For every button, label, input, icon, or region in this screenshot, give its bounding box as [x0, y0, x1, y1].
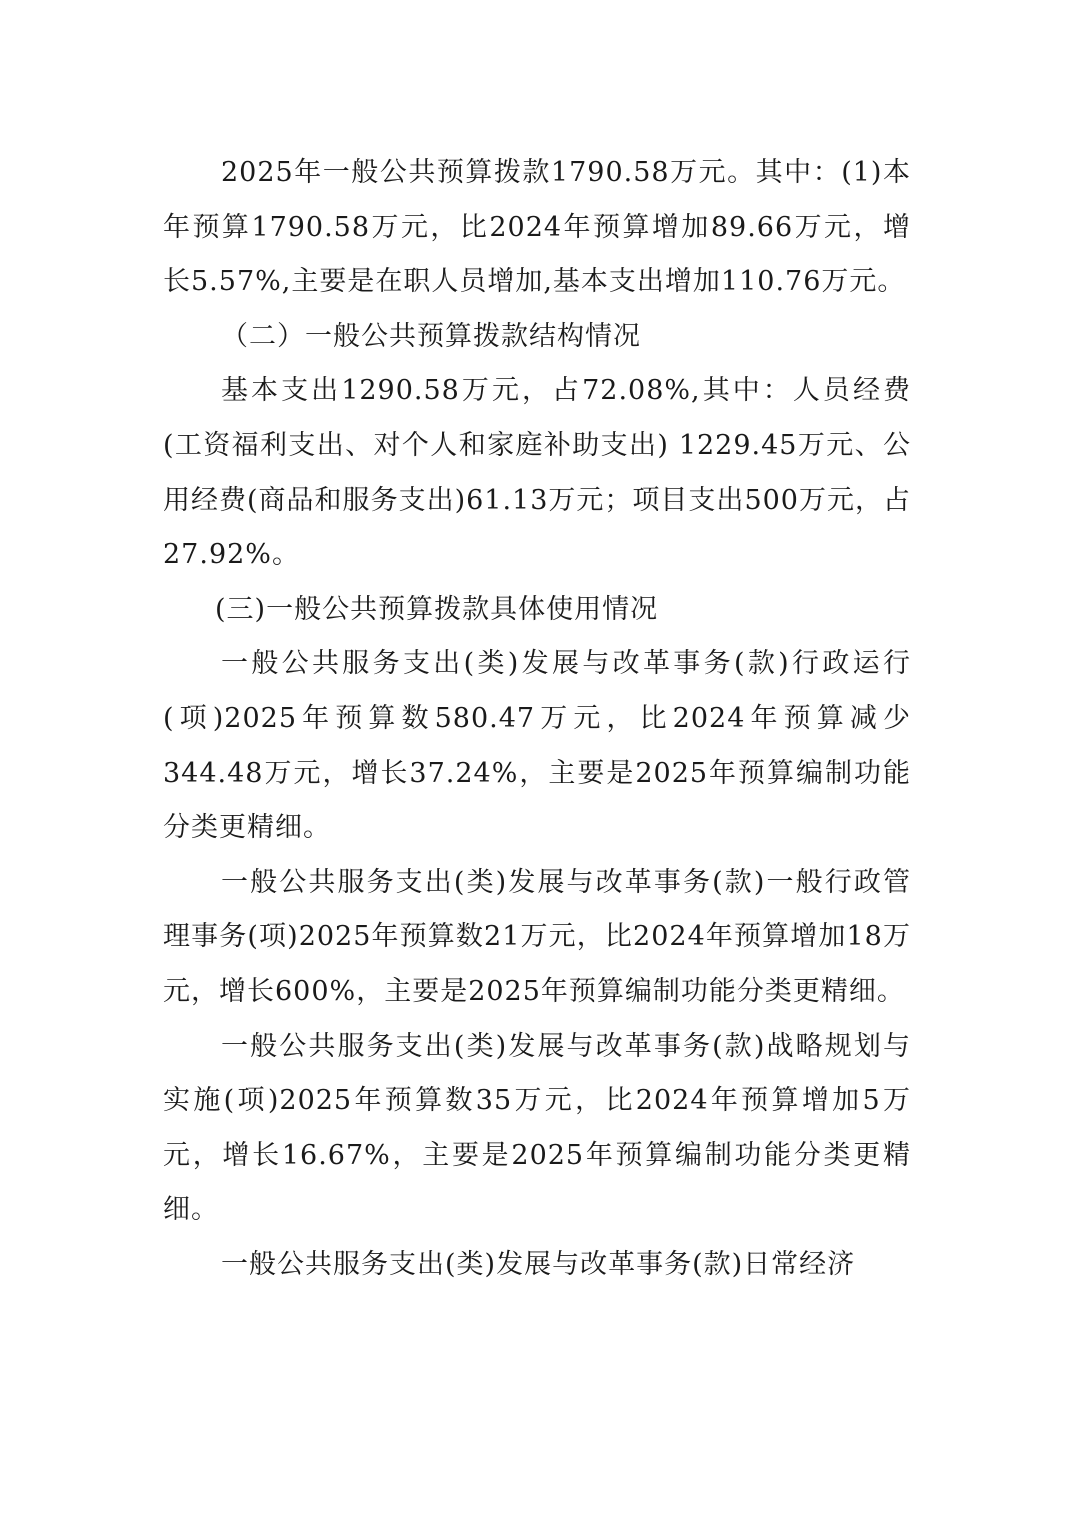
paragraph-strategic-planning: 一般公共服务支出(类)发展与改革事务(款)战略规划与实施(项)2025年预算数35万元，比2024年预算增加5万元，增长16.67%，主要是2025年预算编制功能分类更精细。 [163, 1030, 911, 1226]
paragraph-basic-expenditure: 基本支出1290.58万元，占72.08%,其中：人员经费(工资福利支出、对个人和家庭补助支出) 1229.45万元、公用经费(商品和服务支出)61.13万元；项目支出500万元，占27.92%。 [163, 375, 911, 571]
paragraph-daily-economic: 一般公共服务支出(类)发展与改革事务(款)日常经济 [221, 1248, 856, 1280]
section-heading-structure: （二）一般公共预算拨款结构情况 [221, 320, 641, 352]
paragraph-general-administration: 一般公共服务支出(类)发展与改革事务(款)一般行政管理事务(项)2025年预算数21万元，比2024年预算增加18万元，增长600%，主要是2025年预算编制功能分类更精细。 [163, 866, 911, 1007]
section-heading-usage: (三)一般公共预算拨款具体使用情况 [215, 593, 659, 625]
document-body [163, 146, 911, 1292]
paragraph-budget-total: 2025年一般公共预算拨款1790.58万元。其中：(1)本年预算1790.58万元，比2024年预算增加89.66万元，增长5.57%,主要是在职人员增加,基本支出增加110.76万元。 [163, 157, 911, 298]
paragraph-administrative-operation: 一般公共服务支出(类)发展与改革事务(款)行政运行(项)2025年预算数580.47万元，比2024年预算减少344.48万元，增长37.24%，主要是2025年预算编制功能分类更精细。 [163, 648, 911, 844]
